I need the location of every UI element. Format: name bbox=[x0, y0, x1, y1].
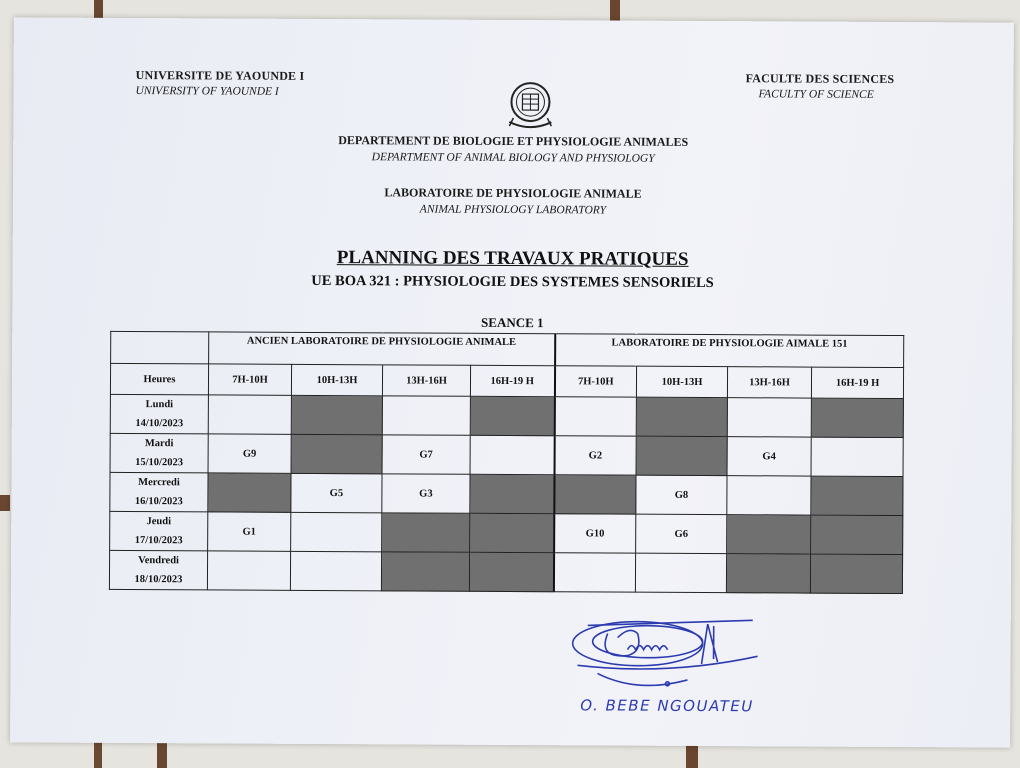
day-cell bbox=[110, 433, 208, 473]
shaded-slot-cell bbox=[636, 397, 727, 436]
day-cell bbox=[110, 511, 208, 551]
day-name: Mardi bbox=[144, 438, 174, 450]
slot-header: 10H-13H bbox=[291, 364, 382, 395]
laboratory-name-en: ANIMAL PHYSIOLOGY LABORATORY bbox=[419, 203, 607, 217]
faculty-header bbox=[745, 71, 894, 101]
slot-header: 13H-16H bbox=[382, 365, 470, 396]
shaded-slot-cell bbox=[382, 513, 470, 552]
schedule-row bbox=[109, 550, 902, 593]
day-cell bbox=[110, 472, 208, 512]
shaded-slot-cell bbox=[811, 515, 903, 554]
shaded-slot-cell bbox=[811, 476, 903, 515]
shaded-slot-cell bbox=[381, 552, 469, 591]
slot-header: 7H-10H bbox=[208, 364, 291, 395]
group-slot-cell bbox=[727, 476, 811, 515]
tile-grout bbox=[0, 495, 10, 511]
day-name: Lundi bbox=[145, 399, 174, 411]
group-slot-cell bbox=[208, 395, 291, 434]
tile-grout bbox=[610, 0, 620, 22]
slot-header: 10H-13H bbox=[636, 366, 727, 397]
hours-label: Heures bbox=[110, 363, 208, 395]
schedule-row bbox=[110, 511, 903, 554]
group-slot-cell: G8 bbox=[636, 475, 727, 514]
lab-b-header: LABORATOIRE DE PHYSIOLOGIE AIMALE 151 bbox=[555, 334, 904, 368]
slot-header: 13H-16H bbox=[727, 367, 811, 398]
group-slot-cell bbox=[291, 512, 382, 551]
group-slot-cell bbox=[635, 553, 726, 592]
shaded-slot-cell bbox=[291, 395, 382, 434]
department-block bbox=[13, 131, 1013, 166]
faculty-name-fr: FACULTE DES SCIENCES bbox=[745, 71, 895, 86]
group-slot-cell bbox=[553, 553, 635, 592]
group-slot-cell: G1 bbox=[208, 512, 291, 551]
group-slot-cell: G4 bbox=[727, 437, 811, 476]
day-name: Vendredi bbox=[138, 555, 180, 567]
group-slot-cell: G6 bbox=[636, 514, 727, 553]
document-title: PLANNING DES TRAVAUX PRATIQUES bbox=[336, 247, 689, 270]
shaded-slot-cell bbox=[470, 474, 554, 513]
group-slot-cell: G3 bbox=[382, 474, 470, 513]
group-slot-cell bbox=[207, 551, 290, 590]
laboratory-name-fr: LABORATOIRE DE PHYSIOLOGIE ANIMALE bbox=[384, 185, 642, 201]
group-slot-cell bbox=[382, 396, 470, 435]
day-date: 18/10/2023 bbox=[134, 574, 183, 586]
university-name-en: UNIVERSITY OF YAOUNDE I bbox=[135, 85, 279, 98]
department-name-en: DEPARTMENT OF ANIMAL BIOLOGY AND PHYSIOLOGY bbox=[371, 151, 655, 165]
shaded-slot-cell bbox=[470, 513, 554, 552]
laboratory-block bbox=[13, 183, 1013, 218]
shaded-slot-cell bbox=[636, 436, 727, 475]
shaded-slot-cell bbox=[208, 473, 291, 512]
slot-header: 7H-10H bbox=[554, 366, 636, 397]
day-cell bbox=[109, 550, 207, 590]
tile-grout bbox=[157, 742, 167, 768]
day-name: Jeudi bbox=[146, 516, 172, 528]
shaded-slot-cell bbox=[811, 398, 903, 437]
day-date: 14/10/2023 bbox=[135, 418, 184, 430]
group-slot-cell bbox=[811, 437, 903, 476]
signature-scribble bbox=[567, 603, 767, 694]
slot-header: 16H-19 H bbox=[470, 365, 554, 396]
lab-header-row bbox=[111, 331, 904, 367]
university-name-fr: UNIVERSITE DE YAOUNDE I bbox=[135, 68, 305, 83]
shaded-slot-cell bbox=[727, 515, 811, 554]
group-slot-cell: G2 bbox=[554, 436, 636, 475]
faculty-name-en: FACULTY OF SCIENCE bbox=[758, 88, 874, 101]
hours-header-row bbox=[110, 363, 903, 398]
session-label: SEANCE 1 bbox=[481, 314, 544, 331]
document-sheet bbox=[10, 17, 1014, 747]
signatory-name: O. BEBE NGOUATEU bbox=[580, 696, 754, 716]
group-slot-cell: G10 bbox=[554, 514, 636, 553]
department-name-fr: DEPARTEMENT DE BIOLOGIE ET PHYSIOLOGIE ANIMALES bbox=[338, 133, 689, 149]
shaded-slot-cell bbox=[726, 554, 810, 593]
schedule-row bbox=[110, 433, 903, 476]
shaded-slot-cell bbox=[470, 396, 554, 435]
schedule-row bbox=[110, 472, 903, 515]
tile-grout bbox=[686, 745, 698, 768]
shaded-slot-cell bbox=[554, 475, 636, 514]
shaded-slot-cell bbox=[291, 434, 382, 473]
document-subtitle: UE BOA 321 : PHYSIOLOGIE DES SYSTEMES SENSORIELS bbox=[311, 272, 714, 292]
group-slot-cell: G5 bbox=[291, 473, 382, 512]
university-seal-icon bbox=[501, 78, 559, 132]
university-header bbox=[135, 68, 304, 98]
day-cell bbox=[110, 394, 208, 434]
day-date: 16/10/2023 bbox=[134, 496, 183, 508]
slot-header: 16H-19 H bbox=[811, 367, 903, 398]
group-slot-cell bbox=[290, 551, 381, 590]
day-date: 17/10/2023 bbox=[134, 535, 183, 547]
schedule-row bbox=[110, 394, 903, 437]
day-name: Mercredi bbox=[138, 477, 180, 489]
group-slot-cell: G7 bbox=[382, 435, 470, 474]
corner-cell bbox=[111, 331, 209, 364]
shaded-slot-cell bbox=[469, 552, 553, 591]
group-slot-cell bbox=[470, 435, 554, 474]
shaded-slot-cell bbox=[810, 554, 902, 593]
group-slot-cell: G9 bbox=[208, 434, 291, 473]
schedule-table bbox=[109, 331, 904, 594]
group-slot-cell bbox=[727, 398, 811, 437]
lab-a-header: ANCIEN LABORATOIRE DE PHYSIOLOGIE ANIMALE bbox=[209, 332, 555, 366]
group-slot-cell bbox=[554, 397, 636, 436]
day-date: 15/10/2023 bbox=[135, 457, 184, 469]
